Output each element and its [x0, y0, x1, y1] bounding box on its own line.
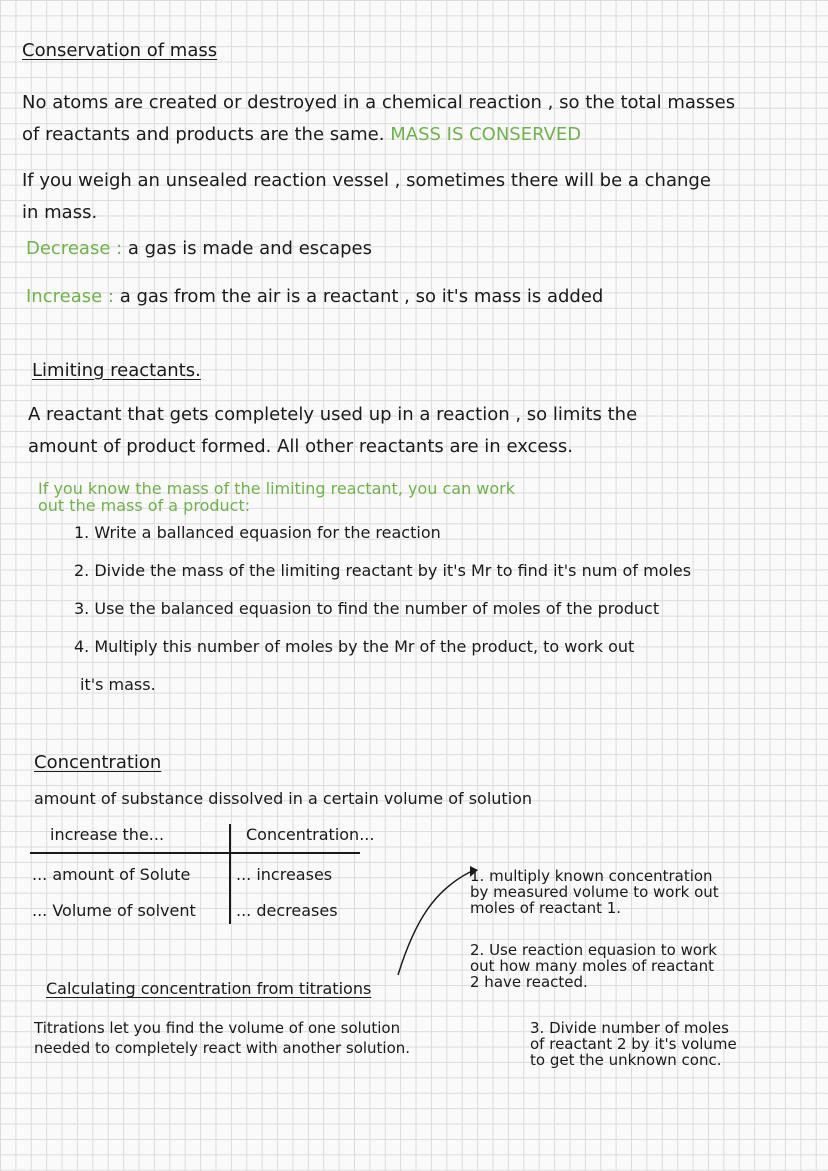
titration-step-1-line-3: moles of reactant 1. — [470, 899, 622, 917]
conservation-line-4: in mass. — [22, 202, 98, 223]
titration-step-1-line-2: by measured volume to work out — [470, 883, 719, 901]
limiting-step-3: 3. Use the balanced equasion to find the number of moles of the product — [74, 599, 660, 618]
table-row-2-right: ... decreases — [236, 901, 338, 920]
decrease-line — [26, 238, 372, 260]
increase-line — [26, 286, 603, 308]
limiting-green-line-1: If you know the mass of the limiting reactant, you can work — [38, 479, 516, 498]
limiting-line-2: amount of product formed. All other reactants are in excess. — [28, 436, 573, 457]
table-row-1-right: ... increases — [236, 865, 333, 884]
decrease-text: a gas is made and escapes — [127, 238, 372, 259]
conservation-heading: Conservation of mass — [22, 40, 218, 61]
table-col2-header: Concentration... — [246, 825, 375, 844]
mass-conserved-highlight: MASS IS CONSERVED — [390, 124, 582, 145]
table-row-2-left: ... Volume of solvent — [32, 901, 196, 920]
titration-step-3-line-3: to get the unknown conc. — [530, 1051, 722, 1069]
limiting-step-1: 1. Write a ballanced equasion for the reaction — [74, 523, 441, 542]
increase-text: a gas from the air is a reactant , so it's mass is added — [119, 286, 604, 307]
titration-line-2: needed to completely react with another solution. — [34, 1039, 411, 1057]
conservation-line-2-text: of reactants and products are the same. — [22, 124, 385, 145]
table-col1-header: increase the... — [50, 825, 165, 844]
concentration-heading: Concentration — [34, 752, 162, 773]
limiting-line-1: A reactant that gets completely used up in a reaction , so limits the — [28, 404, 638, 425]
titration-step-3-line-2: of reactant 2 by it's volume — [530, 1035, 737, 1053]
titration-step-2-line-3: 2 have reacted. — [470, 973, 588, 991]
titration-line-1: Titrations let you find the volume of one solution — [34, 1019, 401, 1037]
conservation-line-1: No atoms are created or destroyed in a chemical reaction , so the total masses — [22, 92, 736, 113]
conservation-line-3: If you weigh an unsealed reaction vessel , sometimes there will be a change — [22, 170, 711, 191]
decrease-label: Decrease : — [26, 238, 123, 259]
table-row-1-left: ... amount of Solute — [32, 865, 191, 884]
titration-step-3-line-1: 3. Divide number of moles — [530, 1019, 729, 1037]
titration-step-2-line-1: 2. Use reaction equasion to work — [470, 941, 717, 959]
limiting-heading: Limiting reactants. — [32, 360, 201, 381]
limiting-step-4: 4. Multiply this number of moles by the Mr of the product, to work out — [74, 637, 635, 656]
limiting-step-2: 2. Divide the mass of the limiting reactant by it's Mr to find it's num of moles — [74, 561, 692, 580]
concentration-definition: amount of substance dissolved in a certain volume of solution — [34, 789, 533, 808]
conservation-line-2 — [22, 124, 581, 146]
limiting-step-4-continued: it's mass. — [80, 675, 156, 694]
table-divider-vertical — [229, 824, 231, 924]
titration-step-1-line-1: 1. multiply known concentration — [470, 867, 713, 885]
titration-step-2-line-2: out how many moles of reactant — [470, 957, 714, 975]
increase-label: Increase : — [26, 286, 114, 307]
limiting-green-line-2: out the mass of a product: — [38, 496, 251, 515]
table-divider-horizontal — [30, 852, 360, 854]
titration-heading: Calculating concentration from titrations — [46, 979, 372, 998]
